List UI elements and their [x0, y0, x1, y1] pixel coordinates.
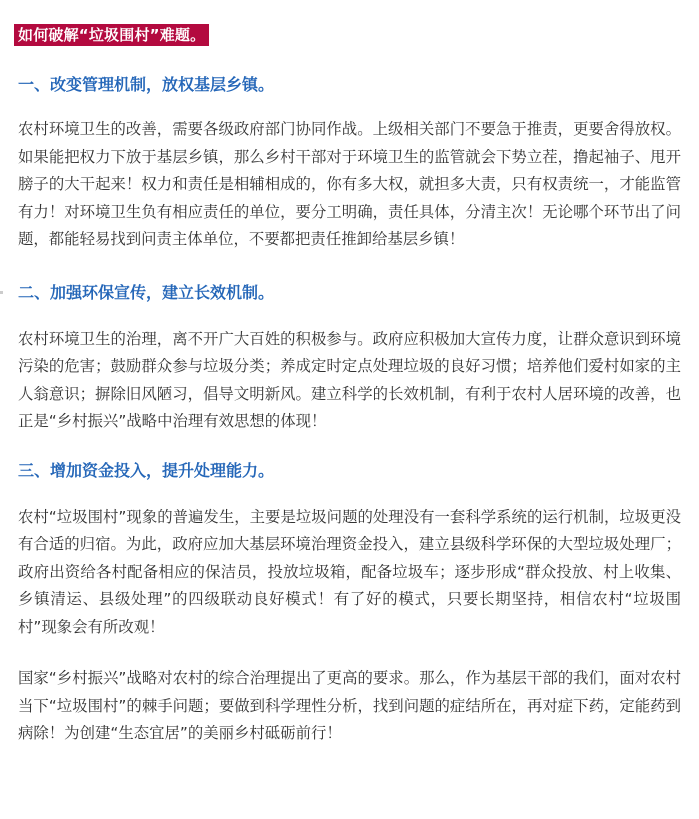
section-heading-2: 二、加强环保宣传，建立长效机制。	[18, 282, 275, 302]
section-heading-3: 三、增加资金投入，提升处理能力。	[18, 460, 275, 480]
decorative-dot	[0, 291, 3, 294]
section-paragraph-1: 农村环境卫生的改善，需要各级政府部门协同作战。上级相关部门不要急于推责，更要舍得放权。如果能把权力下放于基层乡镇，那么乡村干部对于环境卫生的监管就会下势立茬，撸起袖子、甩开膀子的大干起来！权力和责任是相辅相成的，你有多大权，就担多大责，只有权责统一，才能监管有力！对环境卫生负有相应责任的单位，要分工明确，责任具体，分清主次！无论哪个环节出了问题，都能轻易找到问责主体单位，不要都把责任推卸给基层乡镇！	[18, 120, 681, 248]
conclusion-paragraph: 国家“乡村振兴”战略对农村的综合治理提出了更高的要求。那么，作为基层干部的我们，面对农村当下“垃圾围村”的棘手问题；要做到科学理性分析，找到问题的症结所在，再对症下药，定能药到病除！为创建“生态宜居”的美丽乡村砥砺前行！	[18, 669, 681, 742]
section-paragraph-2: 农村环境卫生的治理，离不开广大百姓的积极参与。政府应积极加大宣传力度，让群众意识到环境污染的危害；鼓励群众参与垃圾分类；养成定时定点处理垃圾的良好习惯；培养他们爱村如家的主人翁意识；摒除旧风陋习，倡导文明新风。建立科学的长效机制，有利于农村人居环境的改善，也正是“乡村振兴”战略中治理有效思想的体现！	[18, 329, 681, 430]
article-title: 如何破解“垃圾围村”难题。	[14, 24, 209, 46]
section-paragraph-3: 农村“垃圾围村”现象的普遍发生，主要是垃圾问题的处理没有一套科学系统的运行机制，垃圾更没有合适的归宿。为此，政府应加大基层环境治理资金投入，建立县级科学环保的大型垃圾处理厂；政府出资给各村配备相应的保洁员，投放垃圾箱，配备垃圾车；逐步形成“群众投放、村上收集、乡镇清运、县级处理”的四级联动良好模式！有了好的模式，只要长期坚持，相信农村“垃圾围村”现象会有所改观！	[18, 507, 681, 636]
section-heading-1: 一、改变管理机制，放权基层乡镇。	[18, 75, 275, 94]
